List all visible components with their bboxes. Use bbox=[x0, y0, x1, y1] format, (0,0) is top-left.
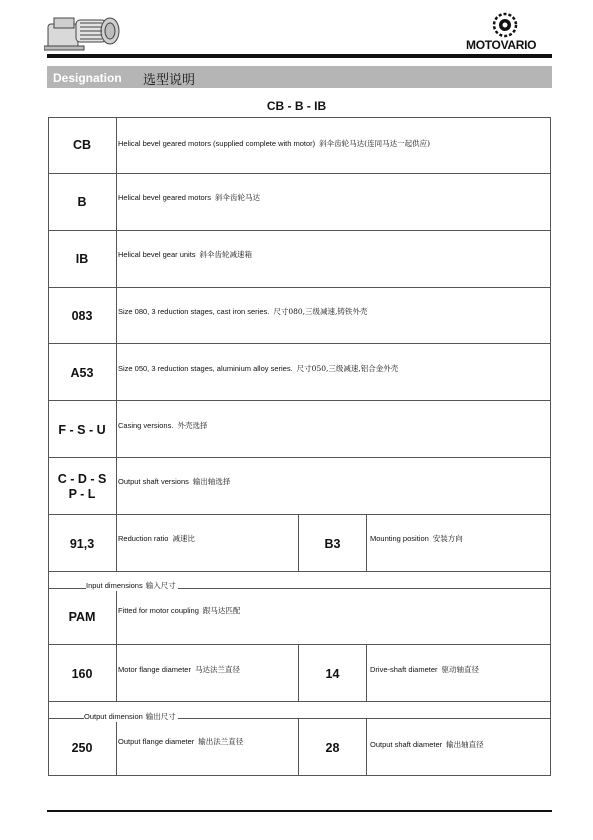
label-en: Output dimension bbox=[84, 712, 143, 721]
row-divider bbox=[48, 457, 551, 458]
description-cn: 输出轴选择 bbox=[192, 477, 231, 486]
row-divider bbox=[48, 644, 551, 645]
designation-description bbox=[118, 364, 398, 374]
designation-description bbox=[118, 193, 260, 203]
motor-flange-description bbox=[118, 665, 240, 675]
description-en: Output shaft diameter bbox=[370, 740, 443, 749]
code-line: P - L bbox=[68, 487, 96, 501]
description-en: Motor flange diameter bbox=[118, 665, 191, 674]
row-divider bbox=[48, 701, 551, 702]
brand-logo-text: MOTOVARIO bbox=[466, 38, 537, 52]
output-shaft-code: 28 bbox=[325, 741, 340, 755]
designation-code-title: CB - B - IB bbox=[266, 99, 327, 113]
code-line: C - D - S bbox=[57, 472, 107, 486]
description-en: Helical bevel gear units bbox=[118, 250, 196, 259]
row-divider bbox=[48, 514, 551, 515]
description-en: Size 050, 3 reduction stages, aluminium alloy series. bbox=[118, 364, 293, 373]
motovario-logo-emblem bbox=[488, 12, 522, 38]
header-rule bbox=[47, 54, 552, 58]
section-title-en: Designation bbox=[53, 71, 122, 85]
column-divider bbox=[116, 117, 117, 571]
drive-shaft-description bbox=[370, 665, 479, 675]
description-cn: 减速比 bbox=[172, 534, 195, 543]
description-en: Casing versions. bbox=[118, 421, 174, 430]
mounting-position-code: B3 bbox=[324, 537, 341, 551]
designation-code: B bbox=[77, 195, 87, 209]
designation-description bbox=[118, 250, 252, 260]
description-en: Mounting position bbox=[370, 534, 429, 543]
input-dimensions-label bbox=[86, 580, 178, 591]
designation-code: F - S - U bbox=[58, 423, 106, 437]
column-divider bbox=[366, 514, 367, 571]
designation-code bbox=[48, 472, 116, 502]
designation-code: A53 bbox=[70, 366, 94, 380]
description-cn: 斜伞齿轮马达(连同马达一起供应) bbox=[319, 139, 431, 148]
label-cn: 输入尺寸 bbox=[145, 581, 176, 590]
designation-code: IB bbox=[75, 252, 89, 266]
label-en: Input dimensions bbox=[86, 581, 143, 590]
designation-description bbox=[118, 477, 230, 487]
description-en: Helical bevel geared motors (supplied complete with motor) bbox=[118, 139, 316, 148]
description-cn: 输出法兰直径 bbox=[198, 737, 244, 746]
gearmotor-illustration bbox=[44, 10, 124, 54]
description-cn: 斜伞齿轮减速箱 bbox=[199, 250, 253, 259]
column-divider bbox=[366, 644, 367, 701]
motor-flange-code: 160 bbox=[71, 667, 93, 681]
row-divider bbox=[48, 400, 551, 401]
description-en: Reduction ratio bbox=[118, 534, 169, 543]
reduction-ratio-description bbox=[118, 534, 195, 544]
description-en: Helical bevel geared motors bbox=[118, 193, 211, 202]
designation-description bbox=[118, 307, 367, 317]
designation-description bbox=[118, 421, 207, 431]
description-en: Fitted for motor coupling bbox=[118, 606, 199, 615]
label-cn: 输出尺寸 bbox=[145, 712, 176, 721]
column-divider bbox=[366, 718, 367, 776]
row-divider bbox=[48, 173, 551, 174]
designation-code: 083 bbox=[71, 309, 93, 323]
description-cn: 驱动轴直径 bbox=[441, 665, 480, 674]
description-cn: 尺寸080,三级减速,铸铁外壳 bbox=[273, 307, 368, 316]
footer-rule bbox=[47, 810, 552, 812]
row-divider bbox=[48, 230, 551, 231]
description-en: Output shaft versions bbox=[118, 477, 189, 486]
section-band bbox=[47, 66, 552, 88]
column-divider bbox=[116, 718, 117, 776]
pam-code: PAM bbox=[68, 610, 96, 624]
description-cn: 跟马达匹配 bbox=[202, 606, 241, 615]
description-cn: 外壳选择 bbox=[177, 421, 208, 430]
designation-description bbox=[118, 139, 430, 149]
pam-description bbox=[118, 606, 240, 616]
reduction-ratio-code: 91,3 bbox=[69, 537, 95, 551]
output-flange-description bbox=[118, 737, 243, 747]
row-divider bbox=[48, 571, 551, 572]
row-divider bbox=[48, 343, 551, 344]
row-divider bbox=[48, 287, 551, 288]
output-dimension-label bbox=[84, 711, 178, 722]
mounting-position-description bbox=[370, 534, 463, 544]
description-en: Output flange diameter bbox=[118, 737, 195, 746]
column-divider bbox=[116, 588, 117, 701]
description-en: Drive-shaft diameter bbox=[370, 665, 438, 674]
designation-code: CB bbox=[72, 138, 92, 152]
description-cn: 马达法兰直径 bbox=[194, 665, 240, 674]
description-cn: 尺寸050,三级减速,铝合金外壳 bbox=[296, 364, 399, 373]
description-cn: 斜伞齿轮马达 bbox=[214, 193, 260, 202]
description-cn: 安装方向 bbox=[432, 534, 463, 543]
output-shaft-description bbox=[370, 740, 484, 750]
output-flange-code: 250 bbox=[71, 741, 93, 755]
description-cn: 输出轴直径 bbox=[446, 740, 484, 749]
drive-shaft-code: 14 bbox=[325, 667, 340, 681]
description-en: Size 080, 3 reduction stages, cast iron series. bbox=[118, 307, 270, 316]
section-title-cn: 选型说明 bbox=[143, 73, 196, 88]
